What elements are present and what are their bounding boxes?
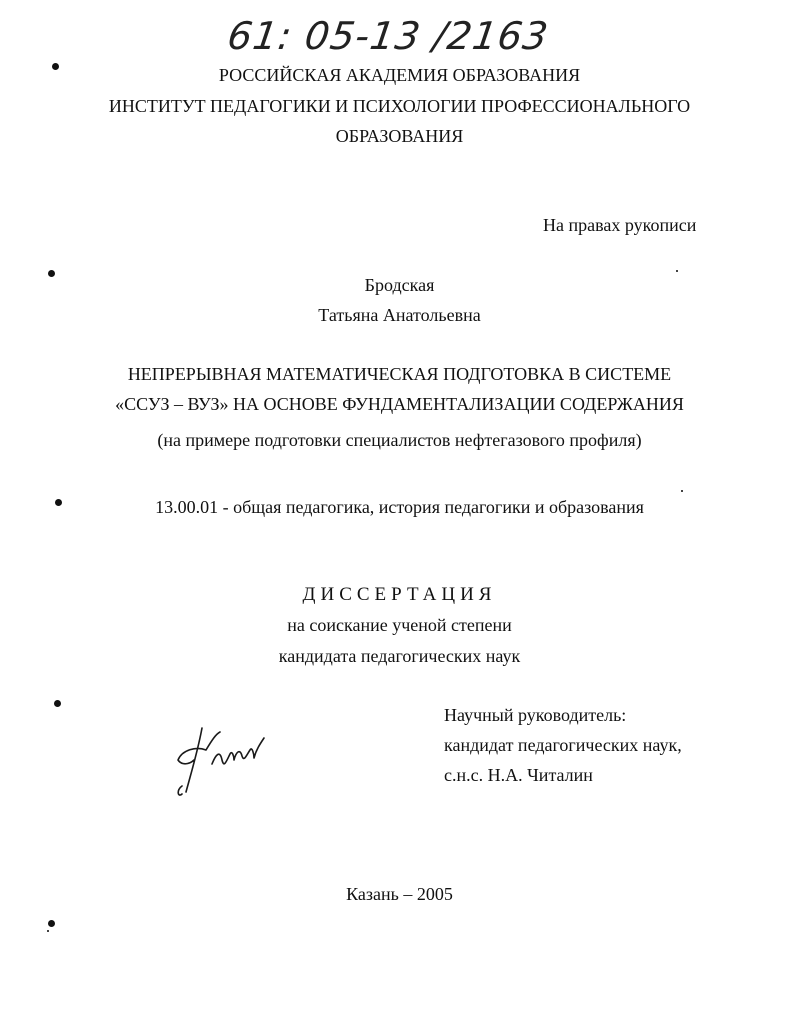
degree-line1: на соискание ученой степени [287,615,512,635]
scan-dot [47,930,49,932]
author-surname: Бродская [364,275,435,295]
archive-number-handwritten: 61: 05-13 /2163 [224,14,552,58]
specialty-code: 13.00.01 - общая педагогика, история педагогики и образования [155,497,644,517]
dissertation-heading: ДИССЕРТАЦИЯ [302,584,497,605]
scan-dot [681,490,683,492]
supervisor-degree: кандидат педагогических наук, [444,735,682,755]
header-line-institute: ИНСТИТУТ ПЕДАГОГИКИ И ПСИХОЛОГИИ ПРОФЕССИОНАЛЬНОГО [108,96,691,116]
binder-hole-mark [54,700,61,707]
manuscript-rights-note: На правах рукописи [543,215,697,235]
city-year: Казань – 2005 [346,884,453,904]
scan-dot [676,270,678,272]
supervisor-name: с.н.с. Н.А. Читалин [444,765,593,785]
header-line-education: ОБРАЗОВАНИЯ [335,126,464,146]
supervisor-label: Научный руководитель: [444,705,627,725]
author-name: Татьяна Анатольевна [318,305,481,325]
dissertation-title-line2: «ССУЗ – ВУЗ» НА ОСНОВЕ ФУНДАМЕНТАЛИЗАЦИИ СОДЕРЖАНИЯ [115,394,684,414]
binder-hole-mark [48,920,55,927]
author-signature [172,720,272,800]
degree-line2: кандидата педагогических наук [278,646,521,666]
header-line-academy: РОССИЙСКАЯ АКАДЕМИЯ ОБРАЗОВАНИЯ [218,65,581,85]
dissertation-subtitle: (на примере подготовки специалистов нефтегазового профиля) [157,430,642,450]
dissertation-title-line1: НЕПРЕРЫВНАЯ МАТЕМАТИЧЕСКАЯ ПОДГОТОВКА В СИСТЕМЕ [127,364,672,384]
